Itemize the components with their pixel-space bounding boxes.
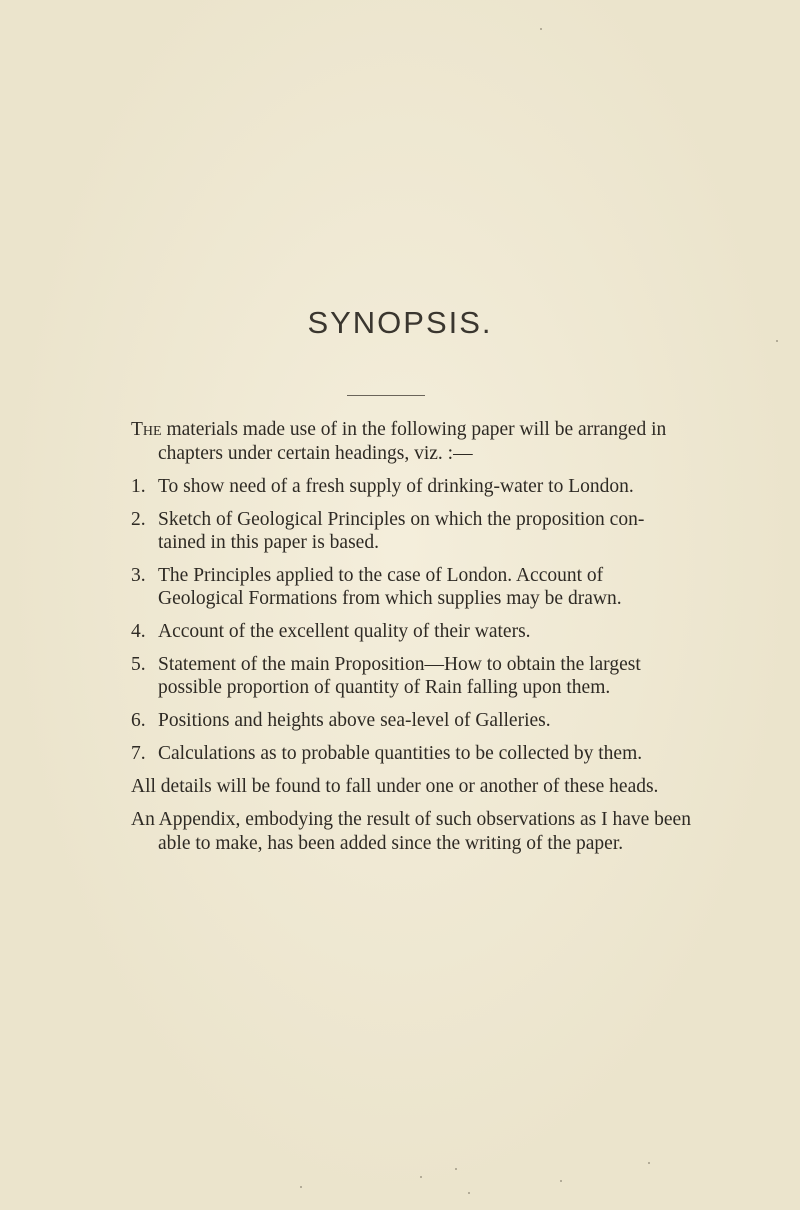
page-title: SYNOPSIS. [307,305,493,340]
intro-line-2: chapters under certain headings, viz. :— [158,443,473,464]
list-item-text: Account of the excellent quality of their waters. [158,621,531,642]
title-divider [347,395,425,396]
list-item-number: 2. [131,509,146,530]
list-item-text-continued: possible proportion of quantity of Rain falling upon them. [158,677,611,698]
closing-paragraph-1: All details will be found to fall under one or another of these heads. [131,776,659,797]
paper-speck [420,1176,422,1178]
list-item-number: 4. [131,621,146,642]
paper-speck [455,1168,457,1170]
list-item-text: Calculations as to probable quantities to be collected by them. [158,743,643,764]
list-item-text: The Principles applied to the case of London. Account of [158,565,604,586]
list-item-text: Sketch of Geological Principles on which the proposition con- [158,509,645,530]
list-item-number: 1. [131,476,146,497]
paper-speck [648,1162,650,1164]
list-item-text: To show need of a fresh supply of drinking-water to London. [158,476,634,497]
intro-line-1-rest: materials made use of in the following paper will be arranged in [161,419,667,440]
closing-paragraph-2-line-2: able to make, has been added since the writing of the paper. [158,833,624,854]
list-item-number: 7. [131,743,146,764]
list-item-text-continued: tained in this paper is based. [158,532,379,553]
paper-speck [540,28,542,30]
intro-lead-word: The [131,419,162,440]
paper-speck [560,1180,562,1182]
paper-speck [776,340,778,342]
list-item-number: 3. [131,565,146,586]
intro-line-1 [131,417,666,443]
list-item-number: 6. [131,710,146,731]
paper-speck [300,1186,302,1188]
list-item-text: Positions and heights above sea-level of Galleries. [158,710,551,731]
closing-paragraph-2-line-1: An Appendix, embodying the result of such observations as I have been [131,809,691,830]
paper-speck [468,1192,470,1194]
list-item-text: Statement of the main Proposition—How to obtain the largest [158,654,641,675]
list-item-number: 5. [131,654,146,675]
list-item-text-continued: Geological Formations from which supplies may be drawn. [158,588,622,609]
